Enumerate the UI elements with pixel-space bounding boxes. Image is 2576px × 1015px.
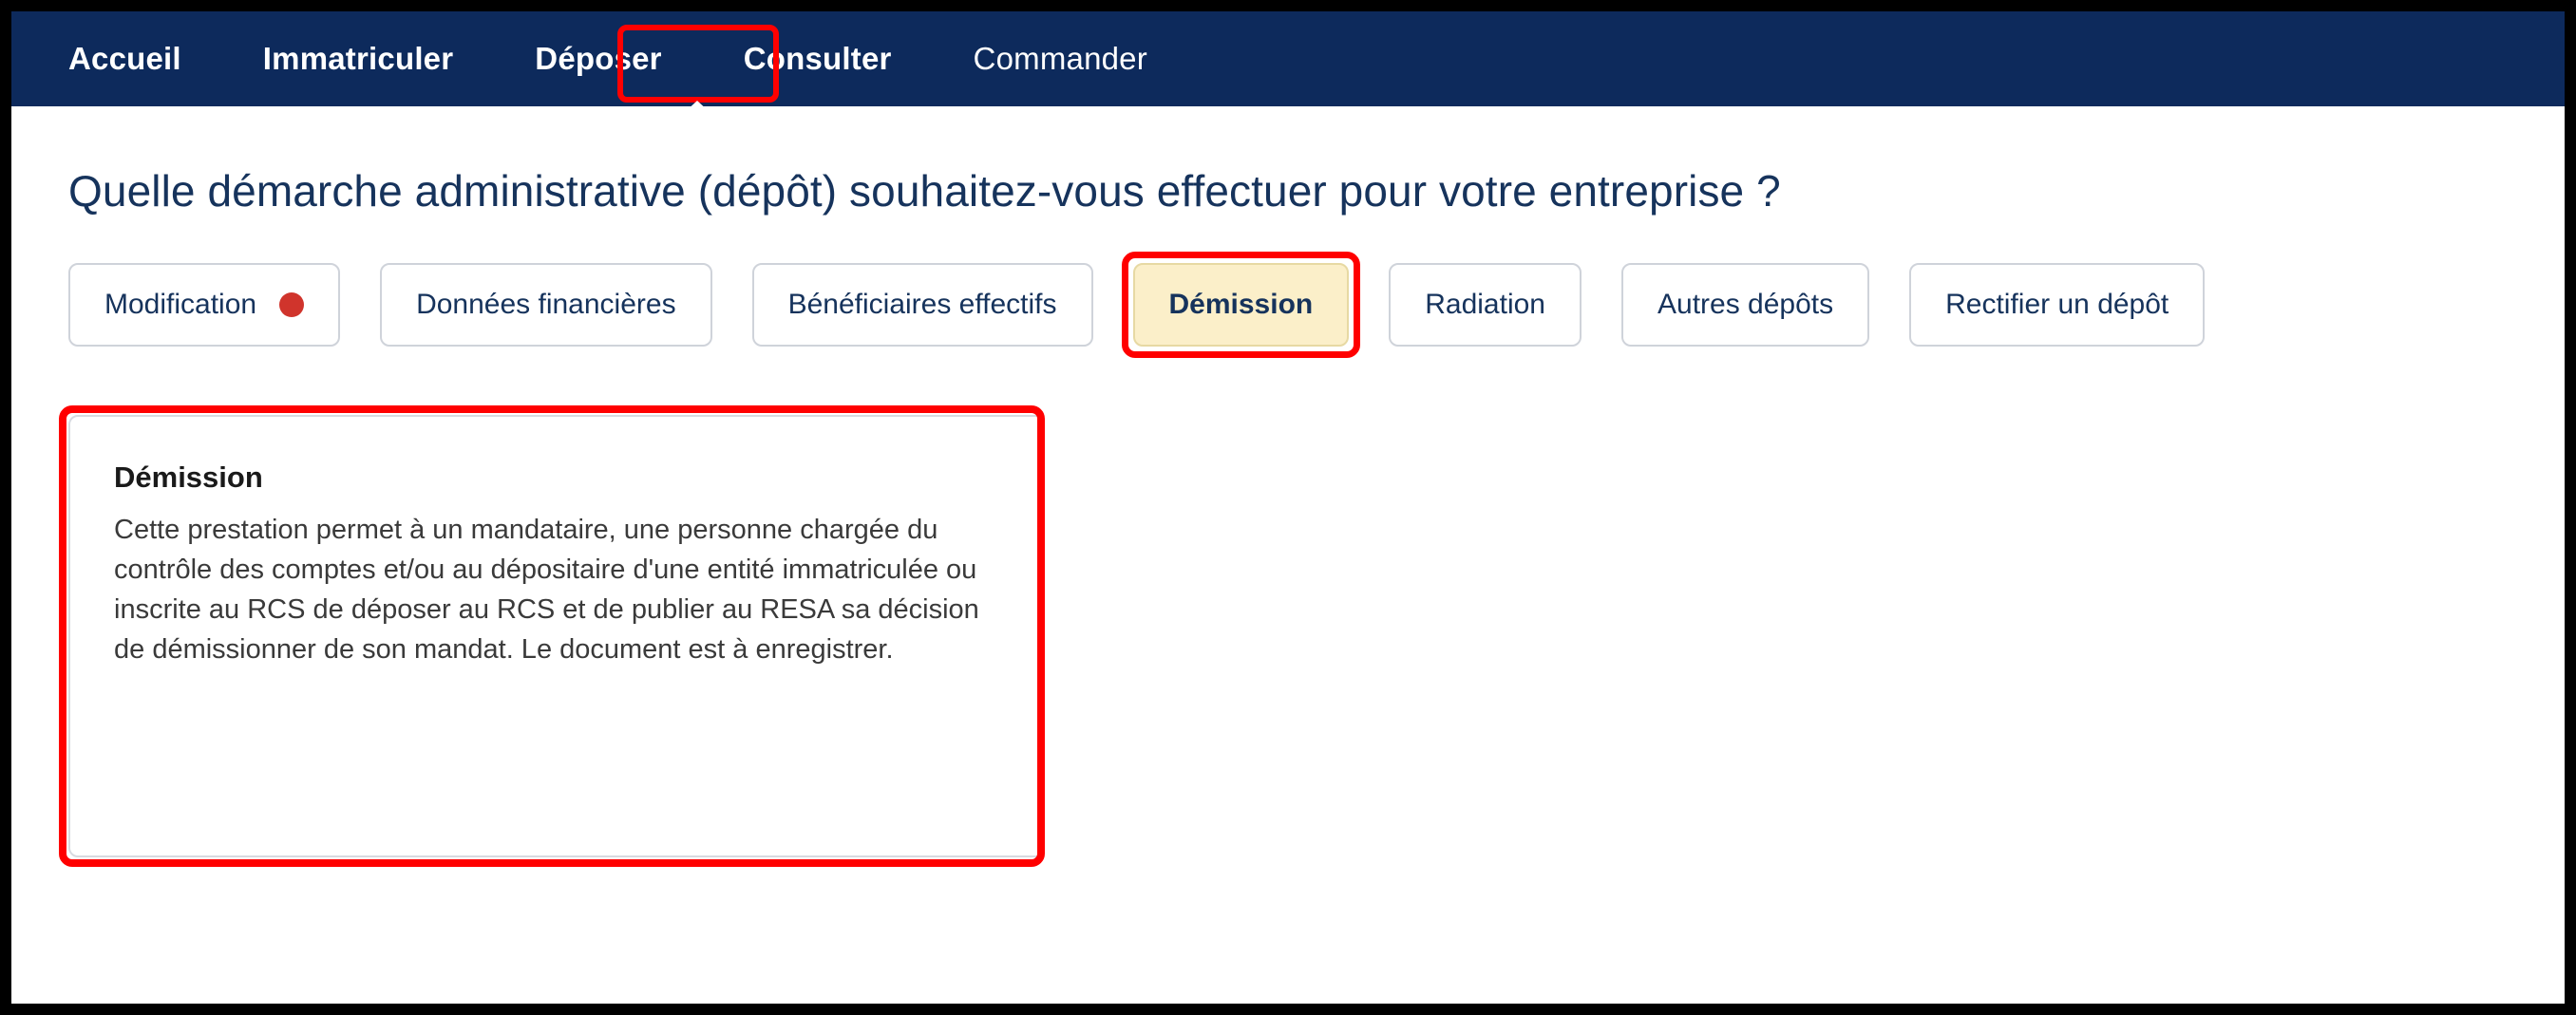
- active-tab-caret-icon: [684, 101, 710, 113]
- chip-radiation[interactable]: [1389, 263, 1582, 347]
- chip-radiation-label: Radiation: [1425, 289, 1545, 321]
- chip-demission-wrap: [1133, 263, 1390, 347]
- nav-item-consulter-wrap: [744, 11, 974, 106]
- nav-item-deposer[interactable]: Déposer: [535, 41, 662, 76]
- chip-donnees-financieres-label: Données financières: [416, 289, 676, 321]
- description-card-text: Cette prestation permet à un mandataire, une personne chargée du contrôle des comptes et/ou au dépositaire d'une entité immatriculée ou inscrite au RCS de déposer au RCS et de publier au RESA sa décision de démissionner de son mandat. Le document est à enregistrer.: [114, 515, 979, 666]
- chip-donnees-financieres[interactable]: [380, 263, 712, 347]
- nav-item-commander-wrap: [974, 11, 1229, 106]
- description-card[interactable]: [68, 415, 1045, 857]
- nav-item-commander[interactable]: Commander: [973, 41, 1147, 76]
- page-content: [11, 165, 2565, 857]
- chip-demission[interactable]: [1133, 263, 1350, 347]
- description-card-area: [68, 415, 2508, 857]
- nav-item-immatriculer-wrap: [263, 11, 535, 106]
- nav-item-accueil[interactable]: Accueil: [68, 41, 181, 76]
- chip-demission-label: Démission: [1168, 289, 1314, 321]
- chip-modification[interactable]: [68, 263, 340, 347]
- chip-rectifier-un-depot-label: Rectifier un dépôt: [1945, 289, 2169, 321]
- page-title: Quelle démarche administrative (dépôt) souhaitez-vous effectuer pour votre entreprise ?: [68, 166, 1781, 216]
- chip-autres-depots[interactable]: [1621, 263, 1869, 347]
- chip-modification-label: Modification: [104, 289, 257, 321]
- red-dot-icon: [279, 292, 304, 317]
- app-window: [11, 11, 2565, 1004]
- nav-item-deposer-wrap: [535, 11, 743, 106]
- main-navigation: [11, 11, 2565, 106]
- chip-autres-depots-label: Autres dépôts: [1657, 289, 1834, 321]
- chip-rectifier-un-depot[interactable]: [1909, 263, 2205, 347]
- procedure-chip-group: [68, 263, 2508, 347]
- description-card-title: Démission: [114, 461, 263, 495]
- nav-item-accueil-wrap: [68, 11, 263, 106]
- nav-item-consulter[interactable]: Consulter: [743, 41, 892, 76]
- nav-item-immatriculer[interactable]: Immatriculer: [262, 41, 454, 76]
- chip-beneficiaires-effectifs[interactable]: [752, 263, 1093, 347]
- chip-beneficiaires-effectifs-label: Bénéficiaires effectifs: [787, 289, 1057, 321]
